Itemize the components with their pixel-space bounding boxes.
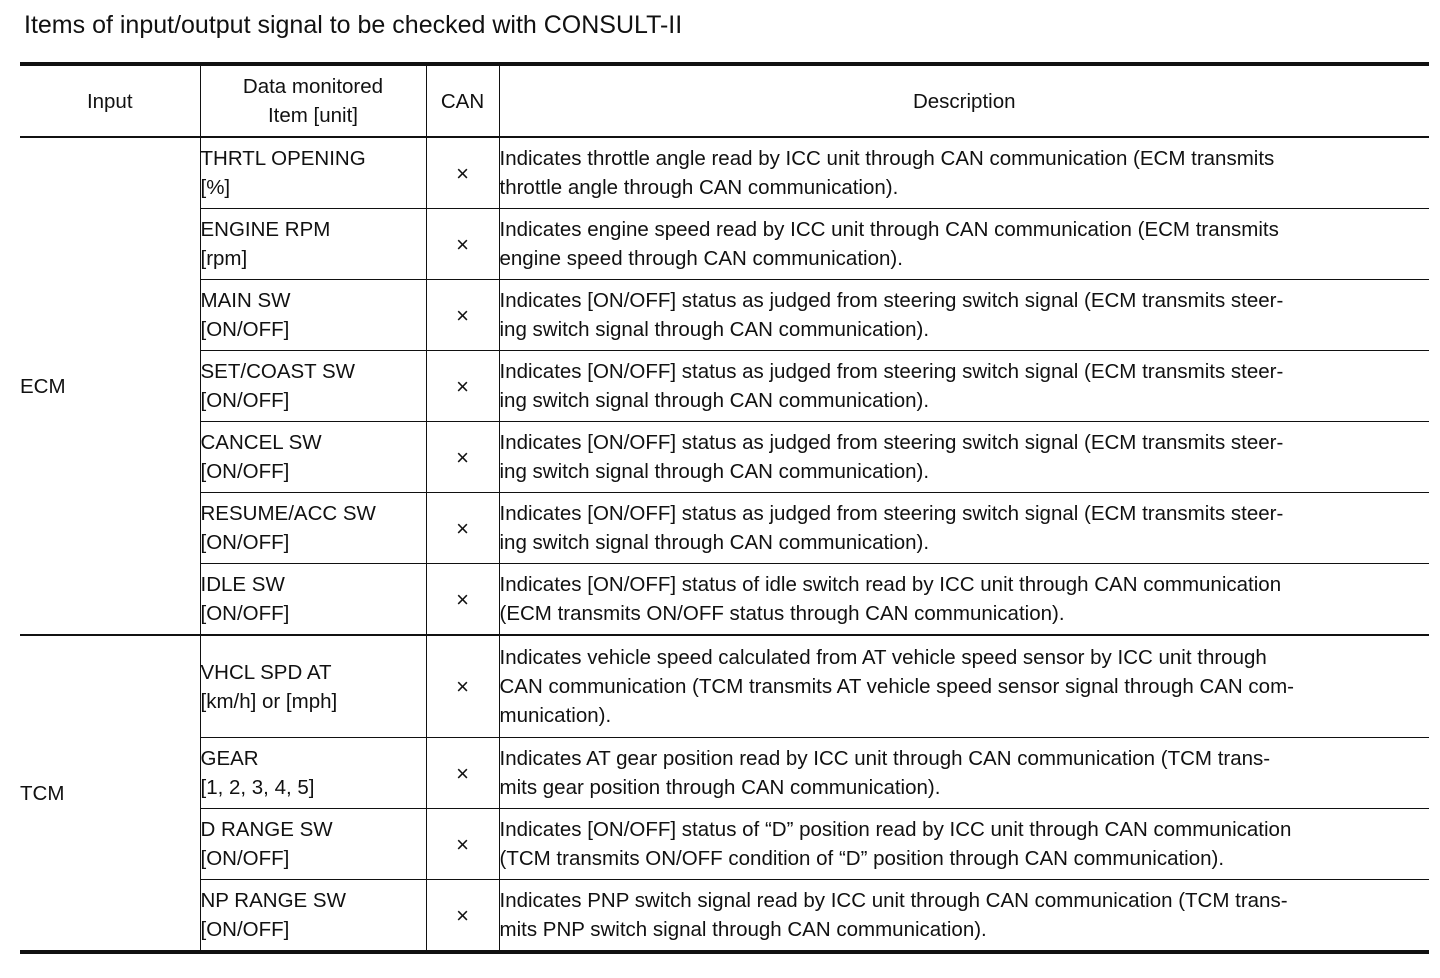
description-line: CAN communication (TCM transmits AT vehicle speed sensor signal through CAN com- xyxy=(499,675,1294,698)
header-input: Input xyxy=(20,64,200,137)
table-row xyxy=(20,422,1429,493)
description-cell xyxy=(499,209,1429,280)
can-mark: × xyxy=(426,809,499,880)
monitored-item-cell xyxy=(200,493,426,564)
monitored-item-cell xyxy=(200,209,426,280)
monitored-item-line: [1, 2, 3, 4, 5] xyxy=(200,776,315,799)
monitored-item-cell xyxy=(200,564,426,636)
can-mark: × xyxy=(426,137,499,209)
monitored-item-line: VHCL SPD AT xyxy=(200,660,332,684)
can-mark: × xyxy=(426,351,499,422)
monitored-item-line: [rpm] xyxy=(200,247,248,270)
description-line: Indicates [ON/OFF] status as judged from steering switch signal (ECM transmits steer- xyxy=(499,502,1284,525)
table-row xyxy=(20,809,1429,880)
description-line: ing switch signal through CAN communication). xyxy=(499,460,930,483)
description-line: (ECM transmits ON/OFF status through CAN communication). xyxy=(499,602,1065,625)
header-item xyxy=(200,64,426,137)
description-line: Indicates PNP switch signal read by ICC unit through CAN communication (TCM trans- xyxy=(499,889,1288,912)
description-line: ing switch signal through CAN communication). xyxy=(499,318,930,341)
monitored-item-line: IDLE SW xyxy=(200,573,285,596)
can-mark: × xyxy=(426,422,499,493)
monitored-item-line: D RANGE SW xyxy=(200,818,333,841)
monitored-item-line: [ON/OFF] xyxy=(200,460,290,483)
monitored-item-line: CANCEL SW xyxy=(200,431,322,454)
description-cell xyxy=(499,493,1429,564)
monitored-item-cell xyxy=(200,880,426,953)
description-line: (TCM transmits ON/OFF condition of “D” position through CAN communication). xyxy=(499,847,1225,870)
can-mark: × xyxy=(426,738,499,809)
table-row xyxy=(20,209,1429,280)
header-item-line2: Item [unit] xyxy=(267,104,358,127)
table-row xyxy=(20,564,1429,636)
description-line: engine speed through CAN communication). xyxy=(499,247,903,270)
monitored-item-line: [ON/OFF] xyxy=(200,602,290,625)
monitored-item-line: [ON/OFF] xyxy=(200,531,290,554)
input-group-cell: ECM xyxy=(20,137,200,635)
description-cell xyxy=(499,137,1429,209)
monitored-item-line: GEAR xyxy=(200,747,259,770)
description-line: mits gear position through CAN communication). xyxy=(499,776,941,799)
monitored-item-line: [ON/OFF] xyxy=(200,318,290,341)
description-cell xyxy=(499,422,1429,493)
description-cell xyxy=(499,351,1429,422)
input-group-cell: TCM xyxy=(20,635,200,952)
table-row xyxy=(20,280,1429,351)
description-line: munication). xyxy=(499,704,612,727)
table-row xyxy=(20,880,1429,953)
table-row xyxy=(20,351,1429,422)
monitored-item-cell xyxy=(200,422,426,493)
table-body xyxy=(20,137,1429,952)
can-mark: × xyxy=(426,280,499,351)
monitored-item-line: NP RANGE SW xyxy=(200,889,346,912)
table-row xyxy=(20,635,1429,738)
description-line: Indicates [ON/OFF] status as judged from steering switch signal (ECM transmits steer- xyxy=(499,360,1284,383)
page-title: Items of input/output signal to be checked with CONSULT-II xyxy=(24,11,683,39)
monitored-item-line: [ON/OFF] xyxy=(200,389,290,412)
monitored-item-cell xyxy=(200,280,426,351)
description-line: Indicates [ON/OFF] status as judged from steering switch signal (ECM transmits steer- xyxy=(499,431,1284,454)
description-line: Indicates throttle angle read by ICC unit through CAN communication (ECM transmits xyxy=(499,147,1275,170)
can-mark: × xyxy=(426,564,499,636)
monitored-item-line: SET/COAST SW xyxy=(200,360,356,383)
monitored-item-cell xyxy=(200,738,426,809)
monitored-item-cell xyxy=(200,351,426,422)
table-row xyxy=(20,493,1429,564)
description-cell xyxy=(499,809,1429,880)
description-line: Indicates engine speed read by ICC unit through CAN communication (ECM transmits xyxy=(499,218,1279,241)
description-line: Indicates [ON/OFF] status as judged from steering switch signal (ECM transmits steer- xyxy=(499,289,1284,312)
monitored-item-cell xyxy=(200,635,426,738)
monitored-item-line: [ON/OFF] xyxy=(200,918,290,941)
table-header-row xyxy=(20,64,1429,137)
monitored-item-line: [ON/OFF] xyxy=(200,847,290,870)
description-line: ing switch signal through CAN communication). xyxy=(499,531,930,554)
description-cell xyxy=(499,738,1429,809)
table-row xyxy=(20,137,1429,209)
description-line: Indicates AT gear position read by ICC unit through CAN communication (TCM trans- xyxy=(499,747,1271,770)
description-cell xyxy=(499,635,1429,738)
description-line: Indicates [ON/OFF] status of idle switch read by ICC unit through CAN communication xyxy=(499,573,1282,596)
monitored-item-cell xyxy=(200,137,426,209)
can-mark: × xyxy=(426,880,499,953)
description-cell xyxy=(499,280,1429,351)
table-row xyxy=(20,738,1429,809)
header-description: Description xyxy=(499,64,1429,137)
monitored-item-line: [%] xyxy=(200,176,231,199)
header-can: CAN xyxy=(426,64,499,137)
description-line: mits PNP switch signal through CAN communication). xyxy=(499,918,987,941)
can-mark: × xyxy=(426,493,499,564)
header-item-line1: Data monitored xyxy=(242,75,384,98)
description-line: Indicates vehicle speed calculated from AT vehicle speed sensor by ICC unit through xyxy=(499,646,1267,669)
monitored-item-line: [km/h] or [mph] xyxy=(200,689,338,713)
can-mark: × xyxy=(426,209,499,280)
description-line: throttle angle through CAN communication). xyxy=(499,176,899,199)
monitored-item-line: THRTL OPENING xyxy=(200,147,366,170)
description-cell xyxy=(499,880,1429,953)
description-line: ing switch signal through CAN communication). xyxy=(499,389,930,412)
monitored-item-cell xyxy=(200,809,426,880)
monitored-item-line: RESUME/ACC SW xyxy=(200,502,376,525)
monitored-item-line: ENGINE RPM xyxy=(200,218,331,241)
signal-table xyxy=(20,62,1429,954)
can-mark: × xyxy=(426,635,499,738)
description-cell xyxy=(499,564,1429,636)
description-line: Indicates [ON/OFF] status of “D” position read by ICC unit through CAN communication xyxy=(499,818,1292,841)
monitored-item-line: MAIN SW xyxy=(200,289,291,312)
